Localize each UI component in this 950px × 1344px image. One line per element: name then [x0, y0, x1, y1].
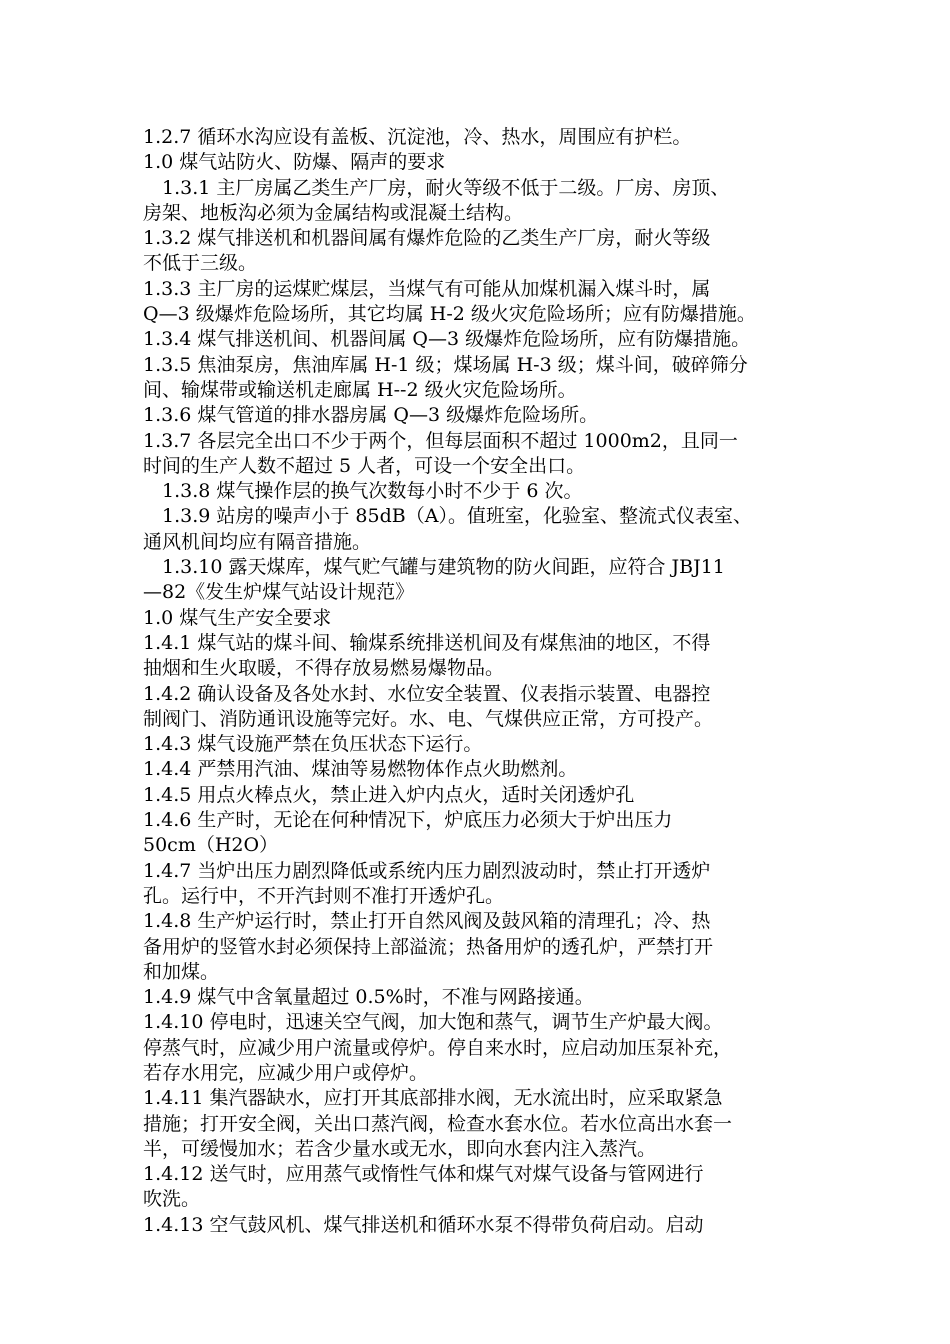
text-line: 1.4.4 严禁用汽油、煤油等易燃物体作点火助燃剂。 — [143, 758, 578, 781]
text-line: 1.4.7 当炉出压力剧烈降低或系统内压力剧烈波动时，禁止打开透炉 — [143, 859, 711, 882]
text-line: 1.4.8 生产炉运行时，禁止打开自然风阀及鼓风箱的清理孔；冷、热 — [143, 910, 711, 933]
text-line: 1.3.5 焦油泵房，焦油库属 H-1 级；煤场属 H-3 级；煤斗间，破碎筛分 — [143, 353, 748, 376]
text-line: 1.3.4 煤气排送机间、机器间属 Q—3 级爆炸危险场所，应有防爆措施。 — [143, 328, 751, 351]
text-line: Q—3 级爆炸危险场所，其它均属 H-2 级火灾危险场所；应有防爆措施。 — [143, 303, 756, 326]
text-line: 1.4.3 煤气设施严禁在负压状态下运行。 — [143, 733, 483, 756]
text-line: 1.2.7 循环水沟应设有盖板、沉淀池，冷、热水，周围应有护栏。 — [143, 126, 692, 148]
text-line: 1.4.10 停电时，迅速关空气阀，加大饱和蒸气，调节生产炉最大阀。 — [143, 1011, 723, 1034]
text-line: 不低于三级。 — [143, 252, 258, 275]
text-line: 1.4.9 煤气中含氧量超过 0.5%时，不准与网路接通。 — [143, 986, 594, 1009]
text-line: 制阀门、消防通讯设施等完好。水、电、气煤供应正常，方可投产。 — [143, 707, 714, 730]
text-line: 1.0 煤气站防火、防爆、隔声的要求 — [143, 151, 446, 174]
text-line: 备用炉的竖管水封必须保持上部溢流；热备用炉的透孔炉，严禁打开 — [143, 935, 714, 958]
text-line: 若存水用完，应减少用户或停炉。 — [143, 1061, 429, 1084]
text-line: 半，可缓慢加水；若含少量水或无水，即向水套内注入蒸汽。 — [143, 1137, 657, 1160]
text-line: 1.4.5 用点火棒点火，禁止进入炉内点火，适时关闭透炉孔 — [143, 783, 635, 806]
text-line: 1.3.3 主厂房的运煤贮煤层，当煤气有可能从加煤机漏入煤斗时，属 — [143, 277, 711, 300]
text-line: 1.3.10 露天煤库，煤气贮气罐与建筑物的防火间距，应符合 JBJ11 — [162, 556, 725, 579]
text-line: 1.0 煤气生产安全要求 — [143, 606, 332, 629]
document-page — [143, 125, 823, 1238]
text-line: 1.4.6 生产时，无论在何种情况下，炉底压力必须大于炉出压力 — [143, 809, 673, 832]
text-line: 1.3.8 煤气操作层的换气次数每小时不少于 6 次。 — [162, 480, 583, 503]
text-line: 通风机间均应有隔音措施。 — [143, 530, 372, 553]
text-line: 1.4.1 煤气站的煤斗间、输煤系统排送机间及有煤焦油的地区，不得 — [143, 631, 711, 654]
text-line: 1.4.12 送气时，应用蒸气或惰性气体和煤气对煤气设备与管网进行 — [143, 1163, 704, 1186]
text-line: 1.4.13 空气鼓风机、煤气排送机和循环水泵不得带负荷启动。启动 — [143, 1213, 704, 1236]
text-line: 1.4.2 确认设备及各处水封、水位安全装置、仪表指示装置、电器控 — [143, 682, 711, 705]
text-line: 1.3.6 煤气管道的排水器房属 Q—3 级爆炸危险场所。 — [143, 404, 599, 427]
text-line: 1.3.9 站房的噪声小于 85dB（A）。值班室，化验室、整流式仪表室、 — [162, 505, 752, 528]
text-line: 1.3.1 主厂房属乙类生产厂房，耐火等级不低于二级。厂房、房顶、 — [162, 176, 730, 199]
text-line: 停蒸气时，应减少用户流量或停炉。停自来水时，应启动加压泵补充， — [143, 1036, 733, 1059]
text-line: 1.3.7 各层完全出口不少于两个，但每层面积不超过 1000m2，且同一 — [143, 429, 738, 452]
text-line: 1.3.2 煤气排送机和机器间属有爆炸危险的乙类生产厂房，耐火等级 — [143, 227, 711, 250]
text-line: 间、输煤带或输送机走廊属 H--2 级火灾危险场所。 — [143, 378, 577, 401]
text-line: 50cm（H2O） — [143, 834, 279, 857]
text-line: 时间的生产人数不超过 5 人者，可设一个安全出口。 — [143, 454, 586, 477]
text-line: 1.4.11 集汽器缺水，应打开其底部排水阀，无水流出时，应采取紧急 — [143, 1087, 723, 1110]
text-line: 抽烟和生火取暖，不得存放易燃易爆物品。 — [143, 657, 505, 680]
text-line: —82《发生炉煤气站设计规范》 — [143, 581, 415, 604]
text-line: 吹洗。 — [143, 1188, 201, 1211]
text-line: 和加煤。 — [143, 960, 220, 983]
text-line: 措施；打开安全阀，关出口蒸汽阀，检查水套水位。若水位高出水套一 — [143, 1112, 733, 1135]
text-line: 房架、地板沟必须为金属结构或混凝土结构。 — [143, 201, 524, 224]
text-line: 孔。运行中，不开汽封则不准打开透炉孔。 — [143, 884, 505, 907]
